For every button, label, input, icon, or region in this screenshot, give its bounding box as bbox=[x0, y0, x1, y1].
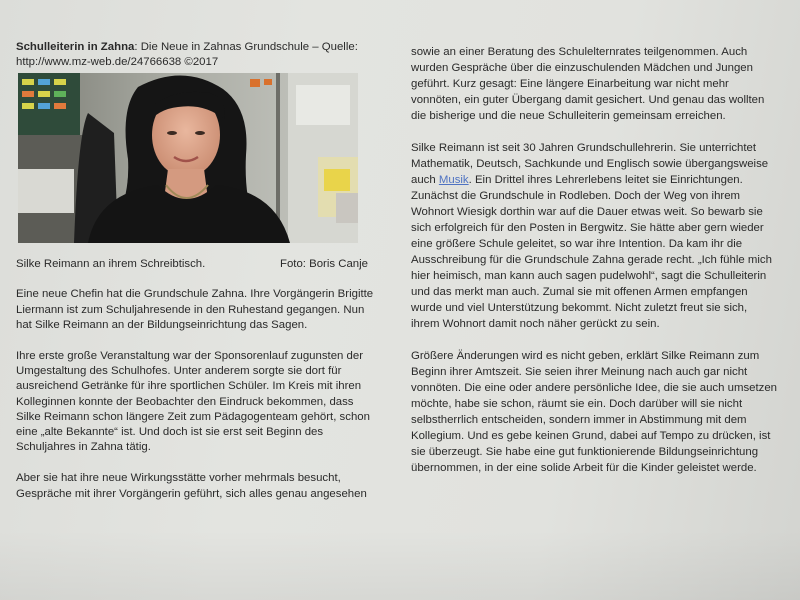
caption-text: : Die Neue in Zahnas Grundschule – Quelle: bbox=[134, 41, 358, 53]
right-column bbox=[411, 44, 777, 476]
portrait-photo bbox=[18, 73, 358, 243]
page-shadow bbox=[0, 530, 800, 600]
left-paragraph-1: Eine neue Chefin hat die Grundschule Zahna. Ihre Vorgängerin Brigitte Liermann ist zum Schuljahresende in den Ruhestand gegangen. Nun hat Silke Reimann an der Bildungseinrichtung das Sagen. bbox=[16, 288, 374, 331]
photo-credit: Foto: Boris Canje bbox=[280, 258, 368, 271]
right-paragraph-2 bbox=[411, 140, 777, 332]
right-paragraph-1: sowie an einer Beratung des Schulelternrates teilgenommen. Auch wurden Gespräche über die einzuschulenden Mädchen und Jungen geführt. Kurz gesagt: Eine längere Einarbeitung war nicht mehr vonnöten, ein guter Übergang damit gesichert. Und genau das wollten die bisherige und die neue Schulleiterin gemeinsam erreichen. bbox=[411, 46, 765, 122]
musik-link[interactable]: Musik bbox=[438, 174, 469, 186]
right-paragraph-2-end: . Ein Drittel ihres Lehrerlebens leitet sie Einrichtungen. Zunächst die Grundschule in Rodleben. Doch der Weg von ihrem Wohnort Wiesigk dorthin war auf die Dauer etwas weit. So bewarb sie sich erfolgreich für den Posten in Bergwitz. Sie hätte aber gern wieder eine größere Schule geleitet, so war ihre Intention. Da kam ihr die Ausschreibung für die Grundschule Zahna gerade recht. „Ich fühle mich hier heimisch, man kann auch sagen pudelwohl“, sagt die Schulleiterin und das merkt man auch. Zumal sie mit offenen Armen empfangen wurde und viel Unterstützung bekommt. Nicht zuletzt freut sie sich, ihrem Wohnort damit noch näher gerückt zu sein. bbox=[411, 174, 772, 330]
photo-subject: Silke Reimann an ihrem Schreibtisch. bbox=[16, 258, 206, 271]
caption-title: Schulleiterin in Zahna bbox=[16, 41, 135, 53]
photo-caption bbox=[16, 257, 376, 273]
right-paragraph-2-start: Silke Reimann ist seit 30 Jahren Grundschullehrerin. Sie unterrichtet Mathematik, Deutsch, Sachkunde und Englisch sowie übergangsweise auch bbox=[411, 142, 769, 186]
left-paragraph-3: Aber sie hat ihre neue Wirkungsstätte vorher mehrmals besucht, Gespräche mit ihrer Vorgängerin geführt, sich alles genau angesehen bbox=[16, 472, 367, 500]
left-paragraph-2: Ihre erste große Veranstaltung war der Sponsorenlauf zugunsten der Umgestaltung des Schulhofes. Unter anderem sorgte sie dort für ausreichend Getränke für ihre sportlichen Schüler. Im Kreis mit ihren Kolleginnen konnte der Beobachter den Eindruck bekommen, dass Silke Reimann schon längere Zeit zum Pädagogenteam gehört, schon eine „alte Bekannte“ ist. Und doch ist sie erst seit Beginn des Schuljahres in Zahna tätig. bbox=[16, 350, 370, 454]
left-column bbox=[16, 40, 376, 502]
photo-source-caption bbox=[16, 40, 376, 70]
right-paragraph-3: Größere Änderungen wird es nicht geben, erklärt Silke Reimann zum Beginn ihrer Amtszeit. Sie seien ihrer Meinung nach auch gar nicht vonnöten. Die eine oder andere persönliche Idee, die sie auch umsetzen möchte, habe sie schon, räumt sie ein. Doch darüber will sie nicht selbstherrlich entscheiden, sondern immer in Abstimmung mit dem Kollegium. Und es gebe keinen Grund, dabei auf Tempo zu drücken, ist sie überzeugt. Sie habe eine gut funktionierende Bildungseinrichtung übernommen, in der eine solide Arbeit für die Kinder geleistet werde. bbox=[411, 350, 778, 474]
source-url: http://www.mz-web.de/24766638 ©2017 bbox=[16, 56, 219, 69]
portrait-photo-illustration bbox=[18, 73, 358, 243]
